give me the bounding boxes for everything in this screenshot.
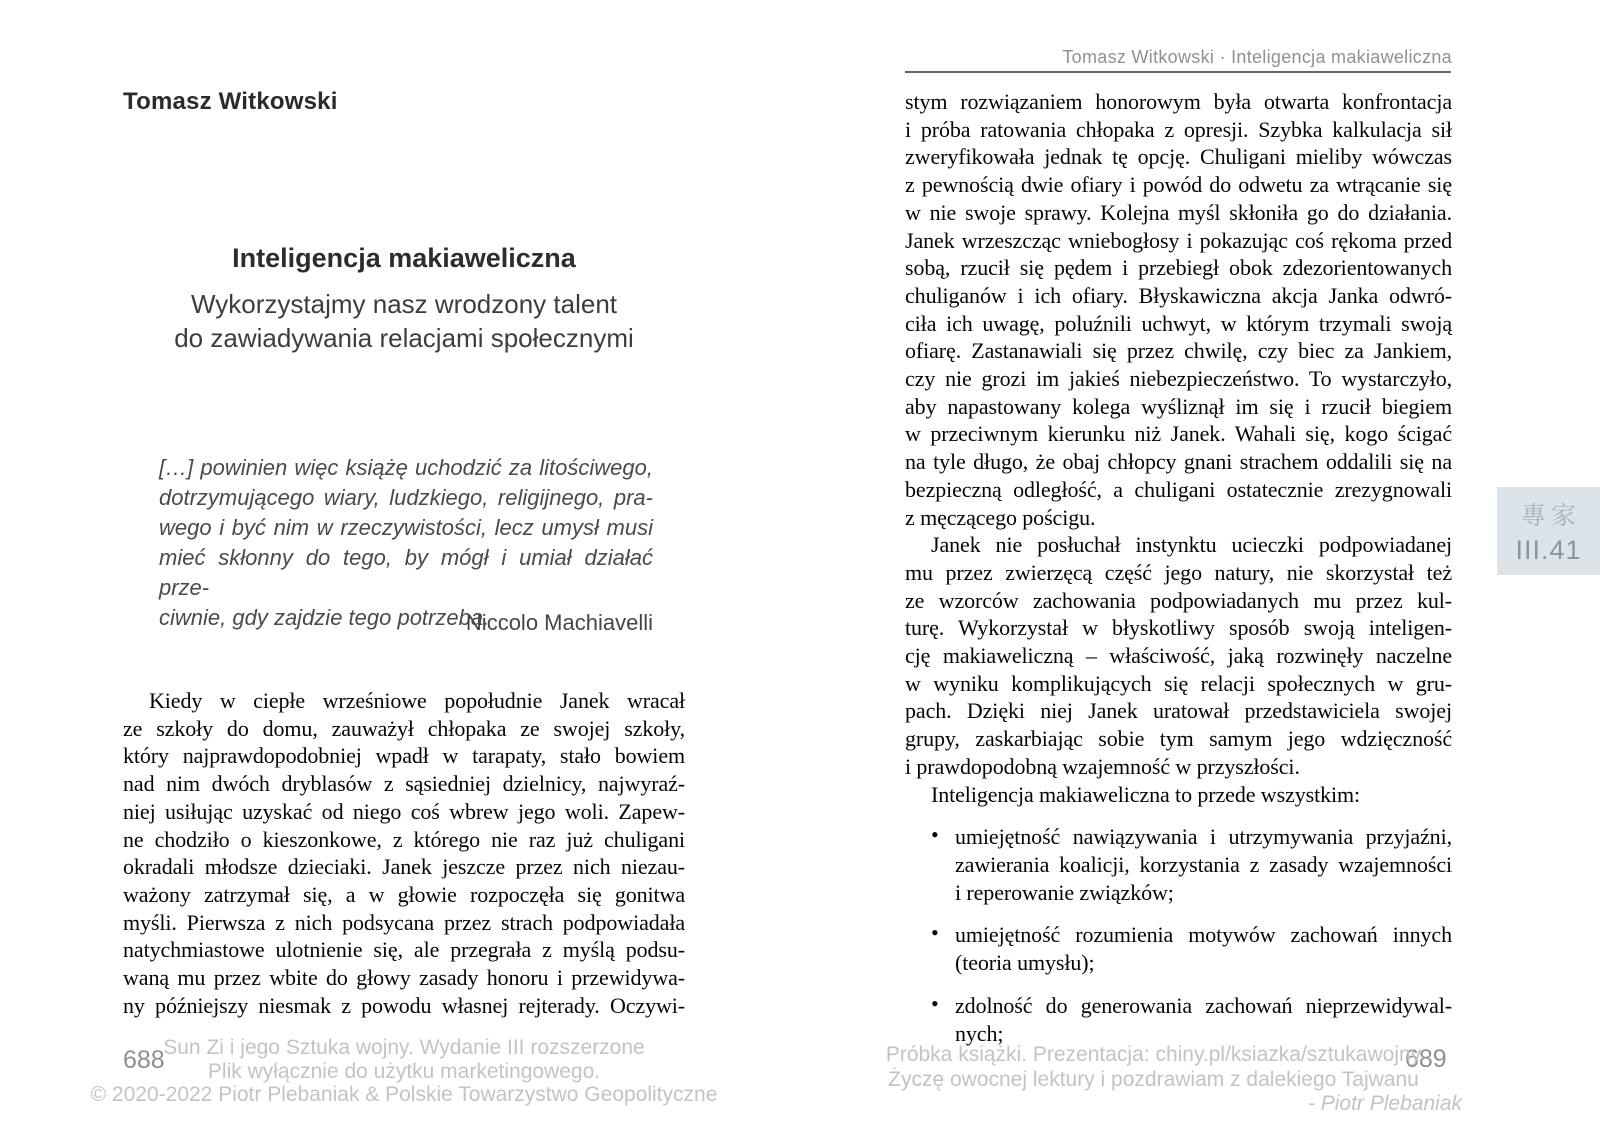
quote-attribution: Niccolo Machiavelli <box>465 610 653 635</box>
watermark-right-line1: Próbka książki. Prezentacja: chiny.pl/ksiazka/sztukawojny <box>885 1043 1422 1066</box>
paragraph-continuation: stym rozwiązaniem honorowym była otwarta konfrontacja i próba ratowania chłopaka z opresji. Szybka kalkulacja sił zweryfikowała jednak tę opcję. Chuligani mieliby wówczas z pewnością dwie ofiary i powód do odwetu za wtrącanie się w nie swoje sprawy. Kolejna myśl skłoniła go do działania. Janek wrzeszcząc wniebogłosy i pokazując coś rękoma przed sobą, rzucił się pędem i przebiegł obok zdezorientowanych chuliganów i ich ofiary. Błyskawiczna akcja Janka odwró- ciła ich uwagę, poluźnili uchwyt, w którym trzymali swoją ofiarę. Zastanawiali się przez chwilę, czy biec za Jankiem, czy nie grozi im jakieś niebezpieczeństwo. To wystarczyło, aby napastowany kolega wyśliznął im się i rzucił biegiem w przeciwnym kierunku niż Janek. Wahali się, kogo ścigać na tyle długo, że obaj chłopcy gnani strachem oddalili się na bezpieczną odległość, a chuligani ostatecznie zrezygnowali z męczącego pościgu. <box>905 89 1452 530</box>
header-rule <box>905 71 1451 73</box>
watermark-left-line2: Plik wyłącznie do użytku marketingowego. <box>207 1060 601 1083</box>
chapter-subtitle: Wykorzystajmy nasz wrodzony talent do zawiadywania relacjami społecznymi <box>174 289 634 353</box>
watermark-right-line2: Życzę owocnej lektury i pozdrawiam z dalekiego Tajwanu <box>888 1068 1419 1091</box>
bullet-text-1: umiejętność nawiązywania i utrzymywania przyjaźni, zawierania koalicji, korzystania z zasady wzajemności i reperowanie związków; <box>955 824 1452 905</box>
page-number-left: 688 <box>123 1046 165 1074</box>
side-tab-cjk-label: 專家 <box>1520 502 1581 530</box>
bullet-text-2: umiejętność rozumienia motywów zachowań innych (teoria umysłu); <box>955 922 1452 976</box>
epigraph-quote: […] powinien więc książę uchodzić za litościwego, dotrzymującego wiary, ludzkiego, religijnego, pra- wego i być nim w rzeczywistości, lecz umysł musi mieć skłonny do tego, by mógł i umiał działać prze- ciwnie, gdy zajdzie tego potrzeba. <box>159 455 653 630</box>
running-header: Tomasz Witkowski · Inteligencja makiaweliczna <box>1062 47 1452 67</box>
left-page <box>90 0 718 1135</box>
bullet-item-2 <box>905 921 1452 976</box>
bullet-icon: • <box>931 920 939 946</box>
bullet-item-3 <box>905 992 1452 1047</box>
author-name: Tomasz Witkowski <box>123 88 338 115</box>
right-page <box>885 0 1462 1135</box>
side-tab-section-code: III.41 <box>1515 535 1582 565</box>
bullet-icon: • <box>931 990 939 1016</box>
watermark-left-line1: Sun Zi i jego Sztuka wojny. Wydanie III rozszerzone <box>163 1036 645 1059</box>
chapter-side-tab <box>1497 487 1600 575</box>
paragraph-2: Janek nie posłuchał instynktu ucieczki podpowiadanej mu przez zwierzęcą część jego natury, nie skorzystał też ze wzorców zachowania podpowiadanych mu przez kul- turę. Wykorzystał w błyskotliwy sposób swoją inteligen- cję makiaweliczną – właściwość, jaką rozwinęły naczelne w wyniku komplikujących się relacji społecznych w gru- pach. Dzięki niej Janek uratował przedstawiciela swojej grupy, zaskarbiając sobie tym samym jego wdzięczność i prawdopodobną wzajemność w przyszłości. <box>905 532 1452 779</box>
bullet-text-3: zdolność do generowania zachowań nieprzewidywal- nych; <box>955 992 1452 1046</box>
bullet-icon: • <box>931 822 939 848</box>
bullet-item-1 <box>905 823 1452 906</box>
page-number-right: 689 <box>1405 1045 1447 1073</box>
body-text-left: Kiedy w ciepłe wrześniowe popołudnie Janek wracał ze szkoły do domu, zauważył chłopaka ze swojej szkoły, który najprawdopodobniej wpadł w tarapaty, stało bowiem nad nim dwóch dryblasów z sąsiedniej dzielnicy, najwyraź- niej usiłując uzyskać od niego coś wbrew jego woli. Zapew- ne chodziło o kieszonkowe, z którego nie raz już chuligani okradali młodsze dzieciaki. Janek jeszcze przez nich niezau- ważony zatrzymał się, a w głowie rozpoczęła się gonitwa myśli. Pierwsza z nich podsycana przez strach podpowiadała natychmiastowe ulotnienie się, ale przegrała z myślą podsu- waną mu przez wbite do głowy zasady honoru i przewidywa- ny późniejszy niesmak z powodu własnej rejterady. Oczywi- <box>123 688 685 1018</box>
watermark-right-signature: - Piotr Plebaniak <box>1307 1092 1462 1115</box>
paragraph-lead-in: Inteligencja makiaweliczna to przede wszystkim: <box>931 781 1361 807</box>
body-text-right <box>905 88 1452 1047</box>
watermark-left-line3: © 2020-2022 Piotr Plebaniak & Polskie Towarzystwo Geopolityczne <box>90 1083 718 1106</box>
chapter-title: Inteligencja makiaweliczna <box>232 243 576 273</box>
